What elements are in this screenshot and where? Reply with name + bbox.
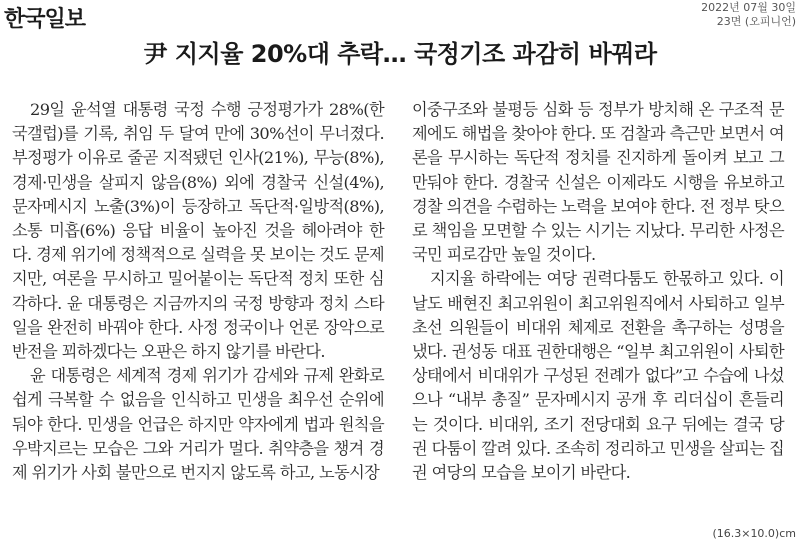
issue-section: 23면 (오피니언)	[716, 15, 796, 28]
paragraph: 이중구조와 불평등 심화 등 정부가 방치해 온 구조적 문제에도 해법을 찾아야 한다. 또 검찰과 측근만 보면서 여론을 무시하는 독단적 정치를 진지하게 돌이켜 보고 그만둬야 한다. 경찰국 신설은 이제라도 시행을 유보하고 경찰 의견을 수렴하는 노력을 보여야 한다. 전 정부 탓으로 책임을 모면할 수 있는 시기는 지났다. 무리한 사정은 국민 피로감만 높일 것이다.	[412, 100, 784, 265]
masthead	[0, 0, 800, 30]
issue-date: 2022년 07월 30일	[701, 1, 796, 14]
paragraph: 29일 윤석열 대통령 국정 수행 긍정평가가 28%(한국갤럽)를 기록, 취임 두 달여 만에 30%선이 무너졌다. 부정평가 이유로 줄곧 지적됐던 인사(21%), 무능(8%), 경제·민생을 살피지 않음(8%) 외에 경찰국 신설(4%), 문자메시지 노출(3%)이 등장하고 독단적·일방적(8%), 소통 미흡(6%) 응답 비율이 높아진 것을 헤아려야 한다. 경제 위기에 정책적으로 실력을 못 보이는 것도 문제지만, 여론을 무시하고 밀어붙이는 독단적 정치 또한 심각하다. 윤 대통령은 지금까지의 국정 방향과 정치 스타일을 완전히 바꿔야 한다. 사정 정국이나 언론 장악으로 반전을 꾀하겠다는 오판은 하지 않기를 바란다.	[12, 100, 384, 362]
paragraph: 지지율 하락에는 여당 권력다툼도 한몫하고 있다. 이날도 배현진 최고위원이 최고위원직에서 사퇴하고 일부 초선 의원들이 비대위 체제로 전환을 촉구하는 성명을 냈다. 권성동 대표 권한대행은 “일부 최고위원이 사퇴한 상태에서 비대위가 구성된 전례가 없다”고 수습에 나섰으나 “내부 총질” 문자메시지 공개 후 리더십이 흔들리는 것이다. 비대위, 조기 전당대회 요구 뒤에는 결국 당권 다툼이 깔려 있다. 조속히 정리하고 민생을 살피는 집권 여당의 모습을 보이기 바란다.	[412, 269, 784, 483]
article-column-left	[12, 98, 384, 485]
editorial-headline: 尹 지지율 20%대 추락… 국정기조 과감히 바꿔라	[143, 40, 657, 68]
clipping-dimensions: (16.3×10.0)cm	[712, 527, 796, 540]
newspaper-logo: 한국일보	[4, 7, 86, 32]
article-column-right	[412, 98, 784, 485]
issue-meta	[701, 1, 796, 29]
paragraph: 윤 대통령은 세계적 경제 위기가 감세와 규제 완화로 쉽게 극복할 수 없음을 인식하고 민생을 최우선 순위에 둬야 한다. 민생을 언급은 하지만 약자에게 법과 원칙을 우박지르는 모습은 그와 거리가 멀다. 취약층을 챙겨 경제 위기가 사회 불만으로 번지지 않도록 하고, 노동시장	[12, 366, 384, 483]
